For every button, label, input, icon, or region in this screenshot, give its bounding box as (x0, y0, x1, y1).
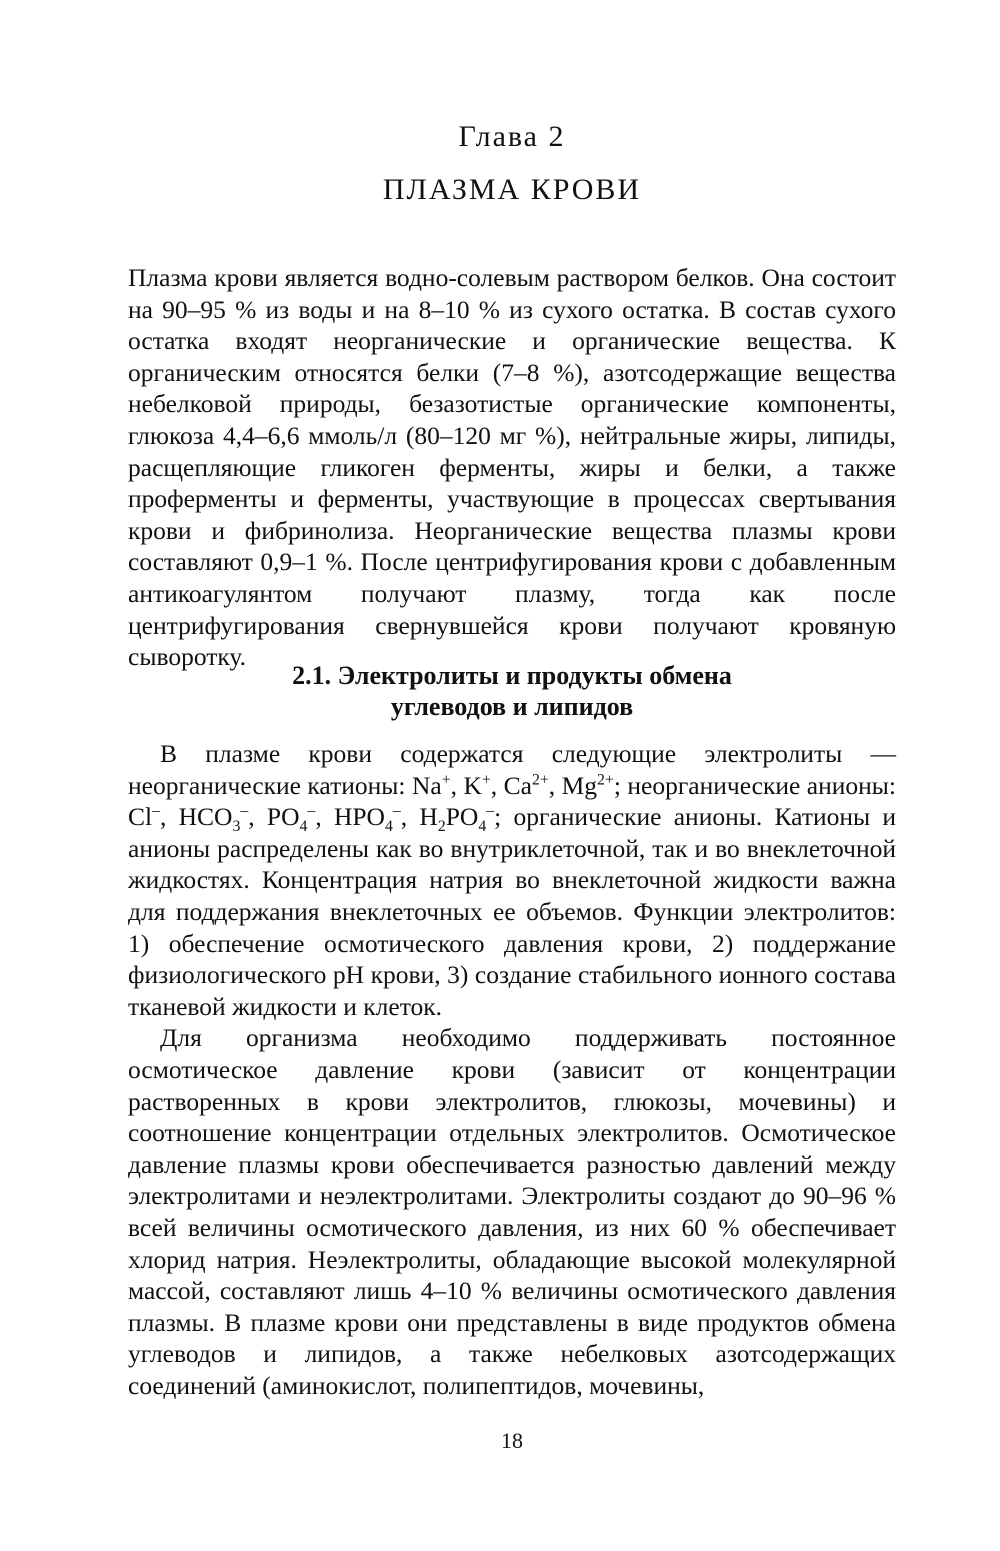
formula-subscript: 3 (232, 818, 241, 836)
section-heading-line1: 2.1. Электролиты и продукты обмена (292, 661, 732, 690)
formula-subscript: 4 (478, 818, 487, 836)
anion-formula: $H_2PO_4^-$ (419, 802, 495, 836)
anion-formula: Cl– (128, 802, 160, 832)
ion-charge: + (441, 771, 451, 789)
cation-list: Na+, K+, $Ca^{2+}$, $Mg^{2+}$; (411, 770, 628, 800)
ion-charge: – (307, 802, 316, 820)
section-heading (128, 660, 896, 722)
cation-formula: $Ca^{2+}$ (503, 770, 549, 800)
ion-charge: 2+ (531, 771, 549, 789)
cation-formula: $Mg^{2+}$ (561, 770, 614, 800)
ion-charge: 2+ (597, 771, 614, 789)
electrolytes-paragraph (128, 738, 896, 1022)
formula-subscript: 4 (299, 818, 308, 836)
anion-list: Cl–, $HCO_3^-$, $PO_4^-$, $HPO_4^-$, $H_2PO_4^-$; (128, 802, 514, 836)
chapter-title: ПЛАЗМА КРОВИ (382, 173, 642, 206)
electrolytes-lead: В плазме крови содержатся следующие электролиты — неорганические катионы: (128, 739, 896, 800)
chapter-label: Глава 2 (458, 120, 566, 153)
ion-charge: – (392, 802, 401, 820)
ion-charge: – (152, 802, 160, 820)
cation-formula: K+ (463, 770, 491, 800)
cation-formula: Na+ (411, 770, 451, 800)
anion-formula: $PO_4^-$ (266, 802, 316, 836)
intro-paragraph-block (128, 262, 896, 673)
anion-formula: $HCO_3^-$ (178, 802, 249, 836)
formula-subscript: 2 (437, 818, 446, 836)
ion-charge: – (486, 802, 495, 820)
anions-lead: неорганические анионы: (627, 770, 897, 800)
formula-subscript: 4 (384, 818, 393, 836)
ion-charge: + (481, 771, 491, 789)
osmotic-pressure-paragraph: Для организма необходимо поддерживать постоянное осмотическое давление крови (зависит от концентрации растворенных в крови электролитов, глюкозы, мочевины) и соотношение концентрации отдельных электролитов. Осмотическое давление плазмы крови обеспечивается разностью давлений между электролитами и неэлектролитами. Электролиты создают до 90–96 % всей величины осмотического давления, из них 60 % обеспечивает хлорид натрия. Неэлектролиты, обладающие высокой молекулярной массой, составляют лишь 4–10 % величины осмотического давления плазмы. В плазме крови они представлены в виде продуктов обмена углеводов и липидов, а также небелковых азотсодержащих соединений (аминокислот, полипептидов, мочевины, (128, 1023, 896, 1400)
section-heading-line2: углеводов и липидов (390, 692, 634, 721)
ion-charge: – (240, 802, 249, 820)
section-body (128, 738, 896, 1401)
anion-formula: $HPO_4^-$ (333, 802, 401, 836)
intro-paragraph: Плазма крови является водно-солевым раствором белков. Она состоит на 90–95 % из воды и на 8–10 % из сухого остатка. В состав сухого остатка входят неорганические и органические вещества. К органическим относятся белки (7–8 %), азотсодержащие вещества небелковой природы, безазотистые органические компоненты, глюкоза 4,4–6,6 ммоль/л (80–120 мг %), нейтральные жиры, липиды, расщепляющие гликоген ферменты, жиры и белки, а также проферменты и ферменты, участвующие в процессах свертывания крови и фибринолиза. Неорганические вещества плазмы крови составляют 0,9–1 %. После центрифугирования крови с добавленным антикоагулянтом получают плазму, тогда как после центрифугирования свернувшейся крови получают кровяную сыворотку. (128, 263, 896, 672)
electrolytes-rest: органические анионы. Катионы и анионы распределены как во внутриклеточной, так и во внеклеточной жидкостях. Концентрация натрия во внеклеточной жидкости важна для поддержания внеклеточных ее объемов. Функции электролитов: 1) обеспечение осмотического давления крови, 2) поддержание физиологического pH крови, 3) создание стабильного ионного состава тканевой жидкости и клеток. (128, 802, 897, 1021)
page-number: 18 (501, 1428, 523, 1453)
